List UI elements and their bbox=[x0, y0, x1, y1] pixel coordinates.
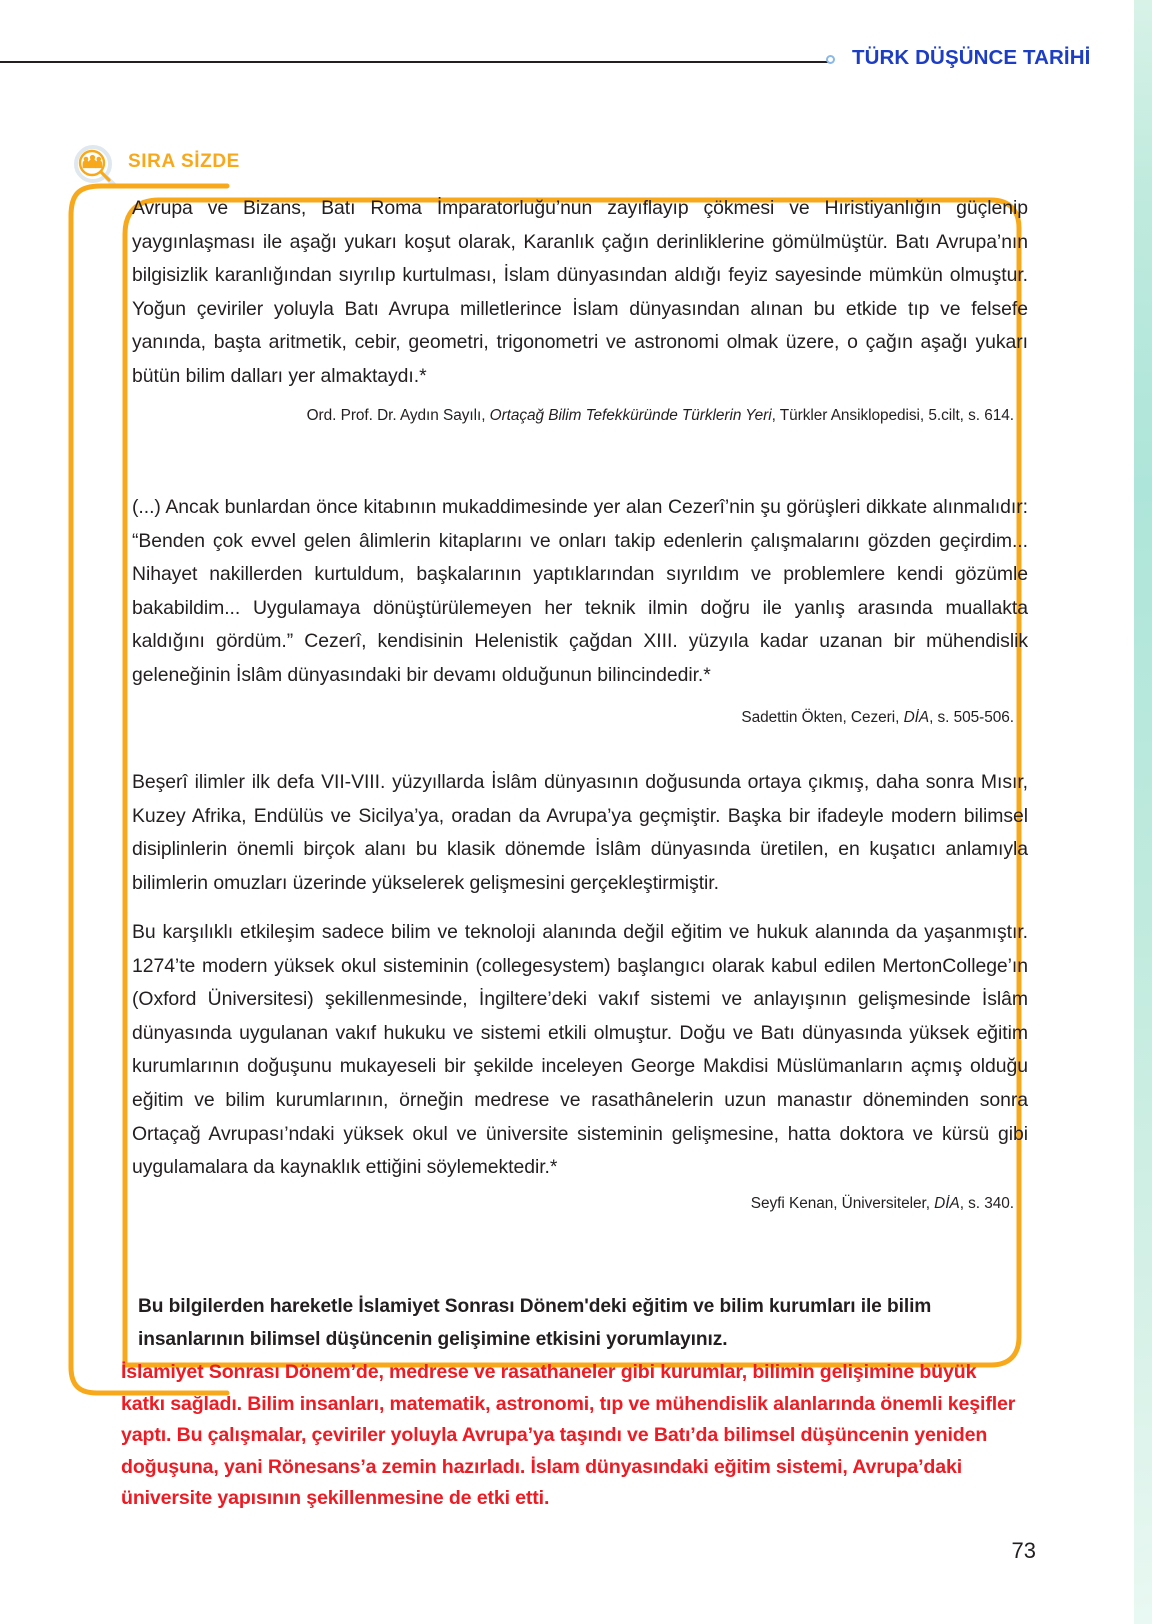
citation-3-after: , s. 340. bbox=[959, 1195, 1014, 1212]
citation-1-title: Ortaçağ Bilim Tefekküründe Türklerin Yeri bbox=[489, 407, 772, 424]
header-bullet-icon bbox=[826, 55, 835, 64]
citation-3-before: Seyfi Kenan, Üniversiteler, bbox=[750, 1195, 935, 1212]
citation-1-after: , Türkler Ansiklopedisi, 5.cilt, s. 614. bbox=[771, 407, 1014, 424]
activity-question bbox=[138, 1290, 1018, 1356]
citation-2-after: , s. 505-506. bbox=[929, 709, 1014, 726]
excerpt-3-text: Beşerî ilimler ilk defa VII-VIII. yüzyıllarda İslâm dünyasının doğusunda ortaya çıkmış, daha sonra Mısır, Kuzey Afrika, Endülüs ve Sicilya’ya, oradan da Avrupa’ya geçmiştir. Başka bir ifadeyle modern bilimsel disiplinlerin önemli birçok alanı bu klasik dönemde İslâm dünyasında üretilen, en kuşatıcı anlamıyla bilimlerin omuzları üzerinde yükselerek gelişmesini gerçekleştirmiştir. bbox=[132, 771, 1028, 894]
citation-2-title: DİA bbox=[903, 709, 930, 726]
excerpt-1-text: Avrupa ve Bizans, Batı Roma İmparatorluğu’nun zayıflayıp çökmesi ve Hıristiyanlığın güçlenip yaygınlaşması ile aşağı yukarı koşut olarak, Karanlık çağın derinliklerine gömülmüştür. Batı Avrupa’nın bilgisizlik karanlığından sıyrılıp kurtulması, İslam dünyasından aldığı feyiz sayesinde mümkün olmuştur. Yoğun çeviriler yoluyla Batı Avrupa milletlerince İslam dünyasından alınan bu etkide tıp ve felsefe yanında, başta aritmetik, cebir, geometri, trigonometri ve astronomi olmak üzere, o çağın aşağı yukarı bütün bilim dalları yer almaktaydı.* bbox=[132, 197, 1028, 387]
excerpt-1 bbox=[132, 192, 1028, 394]
running-header bbox=[0, 46, 1134, 86]
activity-answer-text: İslamiyet Sonrası Dönem’de, medrese ve rasathaneler gibi kurumlar, bilimin gelişimine büyük katkı sağladı. Bilim insanları, matematik, astronomi, tıp ve mühendislik alanlarında önemli keşifler yaptı. Bu çalışmalar, çeviriler yoluyla Avrupa’ya taşındı ve Batı’da bilimsel düşüncenin yeniden doğuşuna, yani Rönesans’a zemin hazırladı. İslam dünyasındaki eğitim sistemi, Avrupa’daki üniversite yapısının şekillenmesine de etki etti. bbox=[121, 1361, 1016, 1509]
excerpt-3 bbox=[132, 766, 1028, 900]
excerpt-2 bbox=[132, 491, 1028, 693]
excerpt-3-text2: Bu karşılıklı etkileşim sadece bilim ve teknoloji alanında değil eğitim ve hukuk alanında da yaşanmıştır. 1274’te modern yüksek okul sisteminin (collegesystem) başlangıcı olarak kabul edilen MertonCollege’ın (Oxford Üniversitesi) şekillenmesinde, İngiltere’deki vakıf sistemi ve anlayışının gelişmesinde İslâm dünyasında uygulanan vakıf hukuku ve sistemi etkili olmuştur. Doğu ve Batı dünyasında yüksek eğitim kurumlarının doğuşunu mukayeseli bir şekilde inceleyen George Makdisi Müslümanların açmış olduğu eğitim ve bilim kurumlarının, örneğin medrese ve rasathânelerin uzun manastır döneminden sonra Ortaçağ Avrupası’ndaki yüksek okul ve üniversite sisteminin gelişmesine, hatta doktora ve kürsü gibi uygulamalara da kaynaklık ettiğini söylemektedir.* bbox=[132, 921, 1028, 1179]
excerpt-3-citation bbox=[132, 1195, 1014, 1213]
excerpt-2-citation bbox=[132, 709, 1014, 727]
activity-label: SIRA SİZDE bbox=[128, 151, 240, 172]
page-edge-strip bbox=[1134, 0, 1152, 1624]
header-rule bbox=[0, 61, 828, 63]
page-number: 73 bbox=[1011, 1538, 1036, 1563]
citation-1-before: Ord. Prof. Dr. Aydın Sayılı, bbox=[306, 407, 490, 424]
activity-question-text: Bu bilgilerden hareketle İslamiyet Sonrası Dönem'deki eğitim ve bilim kurumları ile bilim insanlarının bilimsel düşüncenin gelişimine etkisini yorumlayınız. bbox=[138, 1296, 932, 1351]
citation-3-title: DİA bbox=[934, 1195, 960, 1212]
excerpt-2-text: (...) Ancak bunlardan önce kitabının mukaddimesinde yer alan Cezerî’nin şu görüşleri dikkate alınmalıdır: “Benden çok evvel gelen âlimlerin kitaplarını ve onları takip edenlerin çalışmalarını gözden geçirdim... Nihayet nakillerden kurtuldum, başkalarının yaptıklarından sıyrıldım ve problemlere kendi gözümle bakabildim... Uygulamaya dönüştürülemeyen her teknik ilmin doğru ile yanlış arasında muallakta kaldığını gördüm.” Cezerî, kendisinin Helenistik çağdan XIII. yüzyıla kadar uzanan bir mühendislik geleneğinin İslâm dünyasındaki bir devamı olduğunun bilincindedir.* bbox=[132, 496, 1028, 686]
activity-answer bbox=[121, 1357, 1021, 1515]
citation-2-before: Sadettin Ökten, Cezeri, bbox=[741, 709, 904, 726]
header-title: TÜRK DÜŞÜNCE TARİHİ bbox=[852, 46, 1091, 69]
excerpt-3-text-continued bbox=[132, 916, 1028, 1185]
excerpt-1-citation bbox=[132, 407, 1014, 425]
